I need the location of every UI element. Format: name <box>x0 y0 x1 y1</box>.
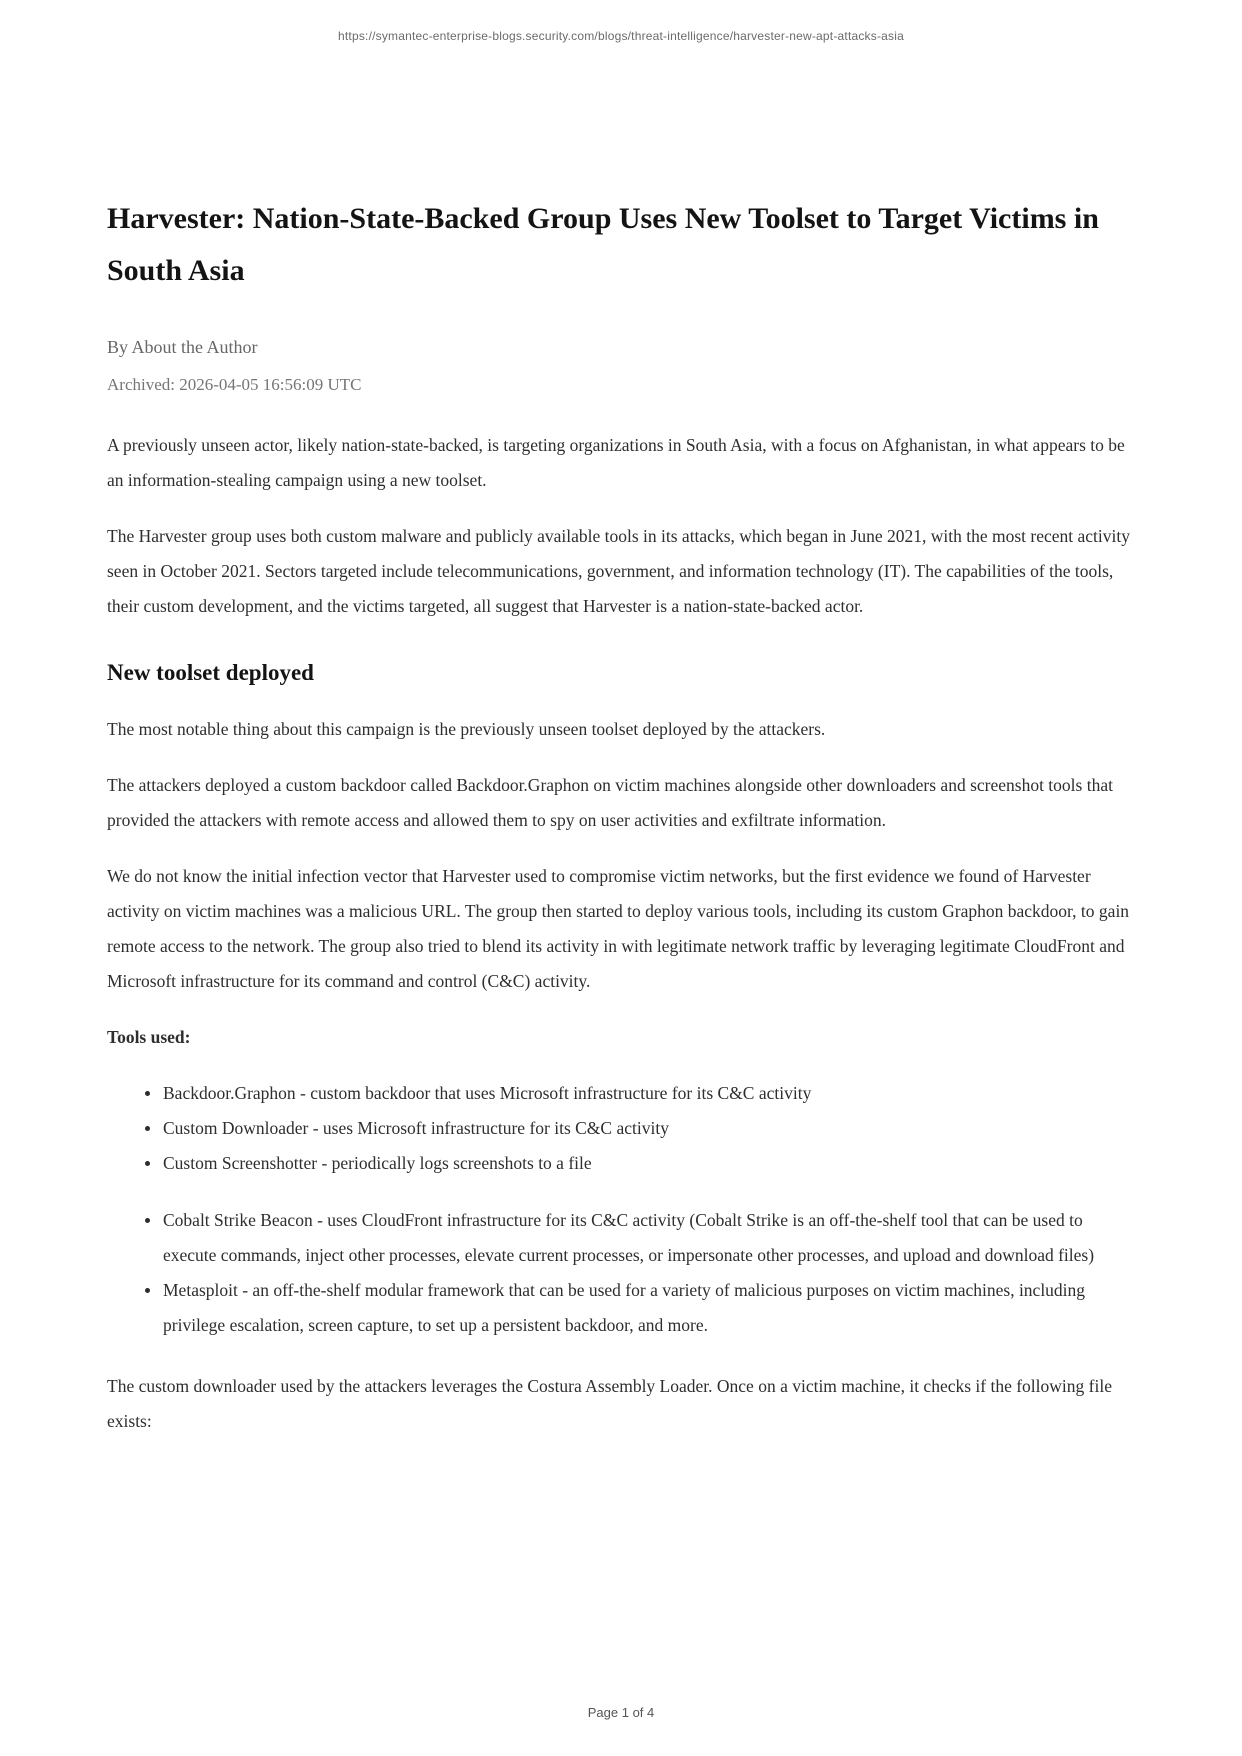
archived-timestamp: Archived: 2026-04-05 16:56:09 UTC <box>107 375 362 394</box>
tool-list-item <box>145 1076 1135 1111</box>
tool-list-item-text: Metasploit - an off-the-shelf modular framework that can be used for a variety of malicious purposes on victim machines, including privilege escalation, screen capture, to set up a persistent backdoor, and more. <box>163 1280 1086 1335</box>
tool-list-item-text: Cobalt Strike Beacon - uses CloudFront infrastructure for its C&C activity (Cobalt Strike is an off-the-shelf tool that can be used to execute commands, inject other processes, elevate current processes, or impersonate other processes, and upload and download files) <box>163 1210 1095 1265</box>
bullet-icon <box>145 1288 150 1293</box>
intro-paragraph: A previously unseen actor, likely nation-state-backed, is targeting organizations in South Asia, with a focus on Afghanistan, in what appears to be an information-stealing campaign using a new toolset. <box>107 435 1125 490</box>
section-paragraph: The most notable thing about this campaign is the previously unseen toolset deployed by the attackers. <box>107 719 826 739</box>
tool-list-item <box>145 1146 1135 1181</box>
archive-url: https://symantec-enterprise-blogs.security.com/blogs/threat-intelligence/harvester-new-apt-attacks-asia <box>338 29 904 43</box>
section-heading: New toolset deployed <box>107 660 314 685</box>
bullet-icon <box>145 1091 150 1096</box>
bullet-icon <box>145 1218 150 1223</box>
tool-list-item <box>145 1111 1135 1146</box>
tool-list-item <box>145 1273 1135 1343</box>
bullet-icon <box>145 1126 150 1131</box>
tools-list <box>107 1076 1135 1181</box>
bullet-icon <box>145 1161 150 1166</box>
tool-list-item <box>145 1203 1135 1273</box>
page-indicator: Page 1 of 4 <box>587 1705 655 1720</box>
intro-paragraph: The Harvester group uses both custom malware and publicly available tools in its attacks, which began in June 2021, with the most recent activity seen in October 2021. Sectors targeted include telecommunications, government, and information technology (IT). The capabilities of the tools, their custom development, and the victims targeted, all suggest that Harvester is a nation-state-backed actor. <box>107 526 1131 616</box>
section-paragraph: We do not know the initial infection vector that Harvester used to compromise victim networks, but the first evidence we found of Harvester activity on victim machines was a malicious URL. The group then started to deploy various tools, including its custom Graphon backdoor, to gain remote access to the network. The group also tried to blend its activity in with legitimate network traffic by leveraging legitimate CloudFront and Microsoft infrastructure for its command and control (C&C) activity. <box>107 866 1130 991</box>
byline: By About the Author <box>107 337 258 357</box>
tool-list-item-text: Backdoor.Graphon - custom backdoor that uses Microsoft infrastructure for its C&C activity <box>163 1083 812 1103</box>
section-paragraph: The attackers deployed a custom backdoor called Backdoor.Graphon on victim machines alongside other downloaders and screenshot tools that provided the attackers with remote access and allowed them to spy on user activities and exfiltrate information. <box>107 775 1113 830</box>
page-title: Harvester: Nation-State-Backed Group Uses New Toolset to Target Victims in South Asia <box>107 202 1099 287</box>
tools-used-label: Tools used: <box>107 1027 191 1047</box>
closing-paragraph: The custom downloader used by the attackers leverages the Costura Assembly Loader. Once on a victim machine, it checks if the following file exists: <box>107 1376 1112 1431</box>
tool-list-item-text: Custom Screenshotter - periodically logs screenshots to a file <box>163 1153 592 1173</box>
tools-list <box>107 1203 1135 1343</box>
tool-list-item-text: Custom Downloader - uses Microsoft infrastructure for its C&C activity <box>163 1118 669 1138</box>
